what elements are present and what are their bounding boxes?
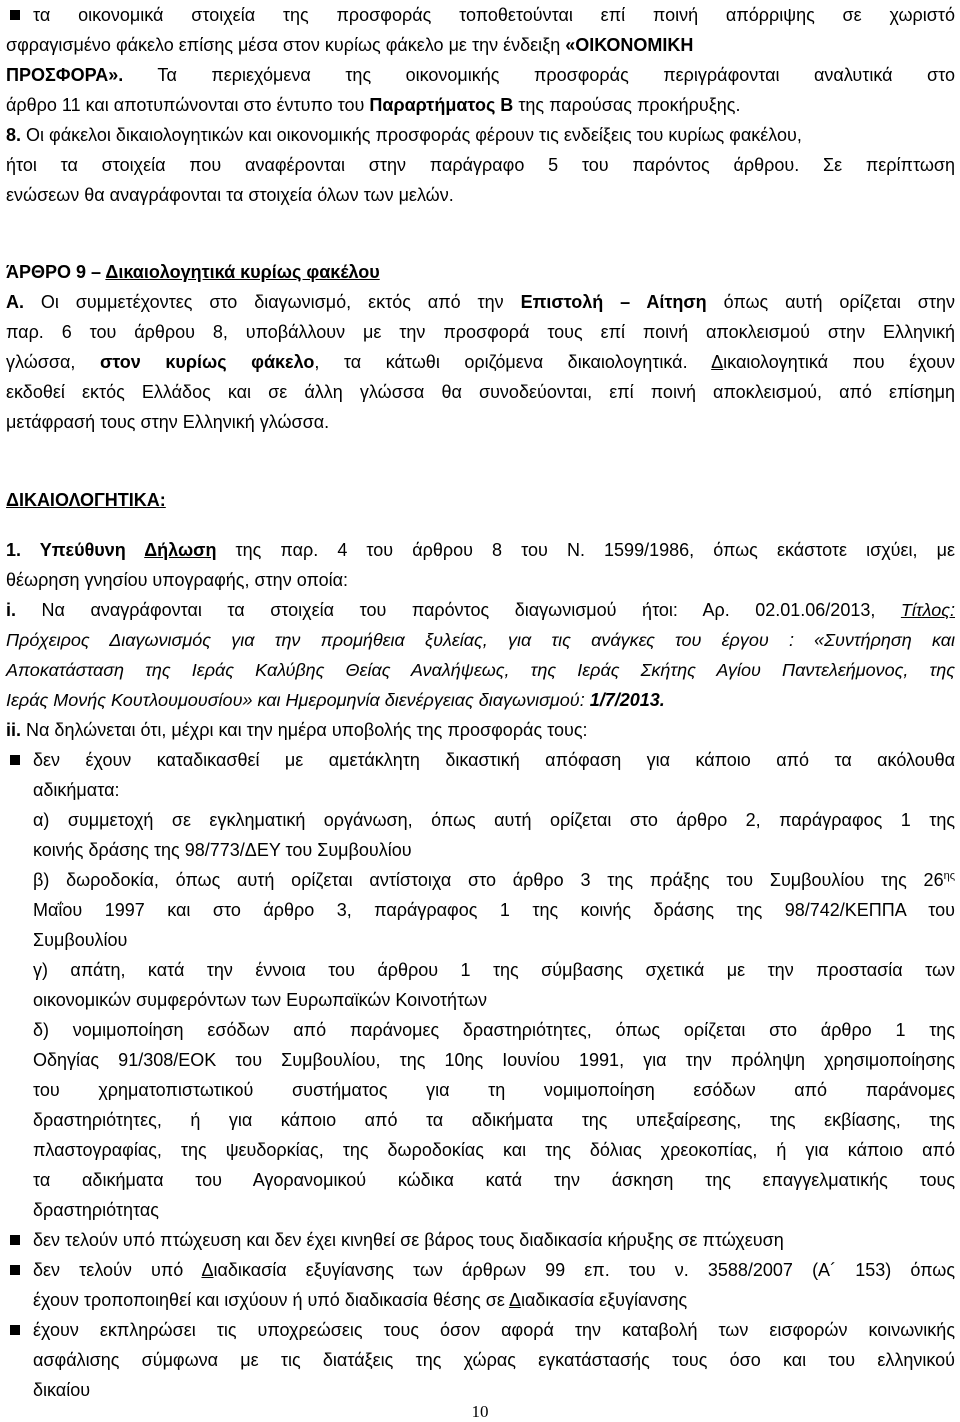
bullet-square-icon — [10, 1325, 20, 1335]
text-line: τα οικονομικά στοιχεία της προσφοράς τοποθετούνται επί ποινή απόρριψης σε χωριστό — [33, 5, 955, 25]
page-number: 10 — [471, 1402, 489, 1421]
text-line: δεν έχουν καταδικασθεί με αμετάκλητη δικαστική απόφαση για κάποιο από τα ακόλουθα — [33, 750, 955, 770]
bullet-square-icon — [10, 1235, 20, 1245]
text-line: δραστηριότητας — [33, 1200, 159, 1220]
text-line: δικαίου — [33, 1380, 91, 1400]
text-line: γλώσσα, στον κυρίως φάκελο, τα κάτωθι οριζόμενα δικαιολογητικά. Δικαιολογητικά που έχουν — [6, 352, 955, 372]
text-line: ΠΡΟΣΦΟΡΑ». Τα περιεχόμενα της οικονομικής προσφοράς περιγράφονται αναλυτικά στο — [6, 65, 955, 85]
text-line: έχουν εκπληρώσει τις υποχρεώσεις τους όσον αφορά την καταβολή των εισφορών κοινωνικής — [33, 1320, 955, 1340]
text-line: άρθρο 11 και αποτυπώνονται στο έντυπο του Παραρτήματος Β της παρούσας προκήρυξης. — [6, 95, 741, 115]
bullet-square-icon — [10, 755, 20, 765]
article-9-heading: ΆΡΘΡΟ 9 – Δικαιολογητικά κυρίως φακέλου — [6, 262, 380, 282]
text-line: αδικήματα: — [33, 780, 120, 800]
text-line: κοινής δράσης της 98/773/ΔΕΥ του Συμβουλίου — [33, 840, 412, 860]
bullet-square-icon — [10, 1265, 20, 1275]
text-line: i. Να αναγράφονται τα στοιχεία του παρόντος διαγωνισμού ήτοι: Αρ. 02.01.06/2013, Τίτλος: — [6, 600, 955, 620]
text-line: δεν τελούν υπό Διαδικασία εξυγίανσης των άρθρων 99 επ. του ν. 3588/2007 (Α´ 153) όπως — [33, 1260, 955, 1280]
text-line: Οδηγίας 91/308/ΕΟΚ του Συμβουλίου, της 10ης Ιουνίου 1991, για την πρόληψη χρησιμοποίησης — [33, 1050, 955, 1070]
text-line: τα αδικήματα του Αγορανομικού κώδικα κατά την άσκηση της επαγγελματικής τους — [33, 1170, 955, 1190]
bullet-square-icon — [10, 10, 20, 20]
text-line: α) συμμετοχή σε εγκληματική οργάνωση, όπως αυτή ορίζεται στο άρθρο 2, παράγραφος 1 της — [33, 810, 955, 830]
text-line: 1. Υπεύθυνη Δήλωση της παρ. 4 του άρθρου 8 του Ν. 1599/1986, όπως εκάστοτε ισχύει, με — [6, 540, 955, 560]
text-line: πλαστογραφίας, της ψευδορκίας, της δωροδοκίας και της δόλιας χρεοκοπίας, ή για κάποιο από — [33, 1140, 955, 1160]
text-line: δραστηριότητες, ή για κάποιο από τα αδικήματα της υπεξαίρεσης, της εκβίασης, της — [33, 1110, 955, 1130]
text-line: ενώσεων θα αναγράφονται τα στοιχεία όλων των μελών. — [6, 185, 454, 205]
text-line: Μαΐου 1997 και στο άρθρο 3, παράγραφος 1 της κοινής δράσης της 98/742/ΚΕΠΠΑ του — [33, 900, 955, 920]
paragraph-8-line: 8. Οι φάκελοι δικαιολογητικών και οικονομικής προσφοράς φέρουν τις ενδείξεις του κυρίως φακέλου, — [6, 125, 802, 145]
text-line: Πρόχειρος Διαγωνισμός για την προμήθεια ξυλείας, για τις ανάγκες του έργου : «Συντήρηση και — [6, 630, 955, 650]
text-line: γ) απάτη, κατά την έννοια του άρθρου 1 της σύμβασης σχετικά με την προστασία των — [33, 960, 955, 980]
text-line: Αποκατάσταση της Ιεράς Καλύβης Θείας Αναλήψεως, της Ιεράς Σκήτης Αγίου Παντελεήμονος, της — [6, 660, 955, 680]
text-line: Συμβουλίου — [33, 930, 128, 950]
text-line: δ) νομιμοποίηση εσόδων από παράνομες δραστηριότητες, όπως ορίζεται στο άρθρο 1 της — [33, 1020, 955, 1040]
text-line: μετάφρασή τους στην Ελληνική γλώσσα. — [6, 412, 330, 432]
text-line: β) δωροδοκία, όπως αυτή ορίζεται αντίστοιχα στο άρθρο 3 της πράξης του Συμβουλίου της $26^{\eta\varsigma}$ — [33, 870, 955, 890]
text-line: Α. Οι συμμετέχοντες στο διαγωνισμό, εκτός από την Επιστολή – Αίτηση όπως αυτή ορίζεται στην — [6, 292, 956, 312]
text-line: ασφάλισης σύμφωνα με τις διατάξεις της χώρας εγκατάστασής τους όσο και του ελληνικού — [33, 1350, 955, 1370]
supporting-documents-heading: ΔΙΚΑΙΟΛΟΓΗΤΙΚΑ: — [6, 490, 166, 510]
text-line: του χρηματοπιστωτικού συστήματος για τη νομιμοποίηση εσόδων από παράνομες — [33, 1080, 955, 1100]
text-line: εκδοθεί εκτός Ελλάδος και σε άλλη γλώσσα θα συνοδεύονται, επί ποινή αποκλεισμού, από επίσημη — [6, 382, 955, 402]
text-line: Ιεράς Μονής Κουτλουμουσίου» και Ημερομηνία διενέργειας διαγωνισμού: 1/7/2013. — [6, 690, 665, 710]
text-line: παρ. 6 του άρθρου 8, υποβάλλουν με την προσφορά τους επί ποινή αποκλεισμού στην Ελληνική — [6, 322, 955, 342]
text-line: ήτοι τα στοιχεία που αναφέρονται στην παράγραφο 5 του παρόντος άρθρου. Σε περίπτωση — [6, 155, 955, 175]
text-line: θέωρηση γνησίου υπογραφής, στην οποία: — [6, 570, 349, 590]
text-line: σφραγισμένο φάκελο επίσης μέσα στον κυρίως φάκελο με την ένδειξη «ΟΙΚΟΝΟΜΙΚΗ — [6, 35, 694, 55]
text-line: ii. Να δηλώνεται ότι, μέχρι και την ημέρα υποβολής της προσφοράς τους: — [6, 720, 588, 740]
text-line: δεν τελούν υπό πτώχευση και δεν έχει κινηθεί σε βάρος τους διαδικασία κήρυξης σε πτώχευση — [33, 1230, 784, 1250]
text-line: οικονομικών συμφερόντων των Ευρωπαϊκών Κοινοτήτων — [33, 990, 487, 1010]
text-line: έχουν τροποποιηθεί και ισχύουν ή υπό διαδικασία θέσης σε Διαδικασία εξυγίανσης — [33, 1290, 688, 1310]
